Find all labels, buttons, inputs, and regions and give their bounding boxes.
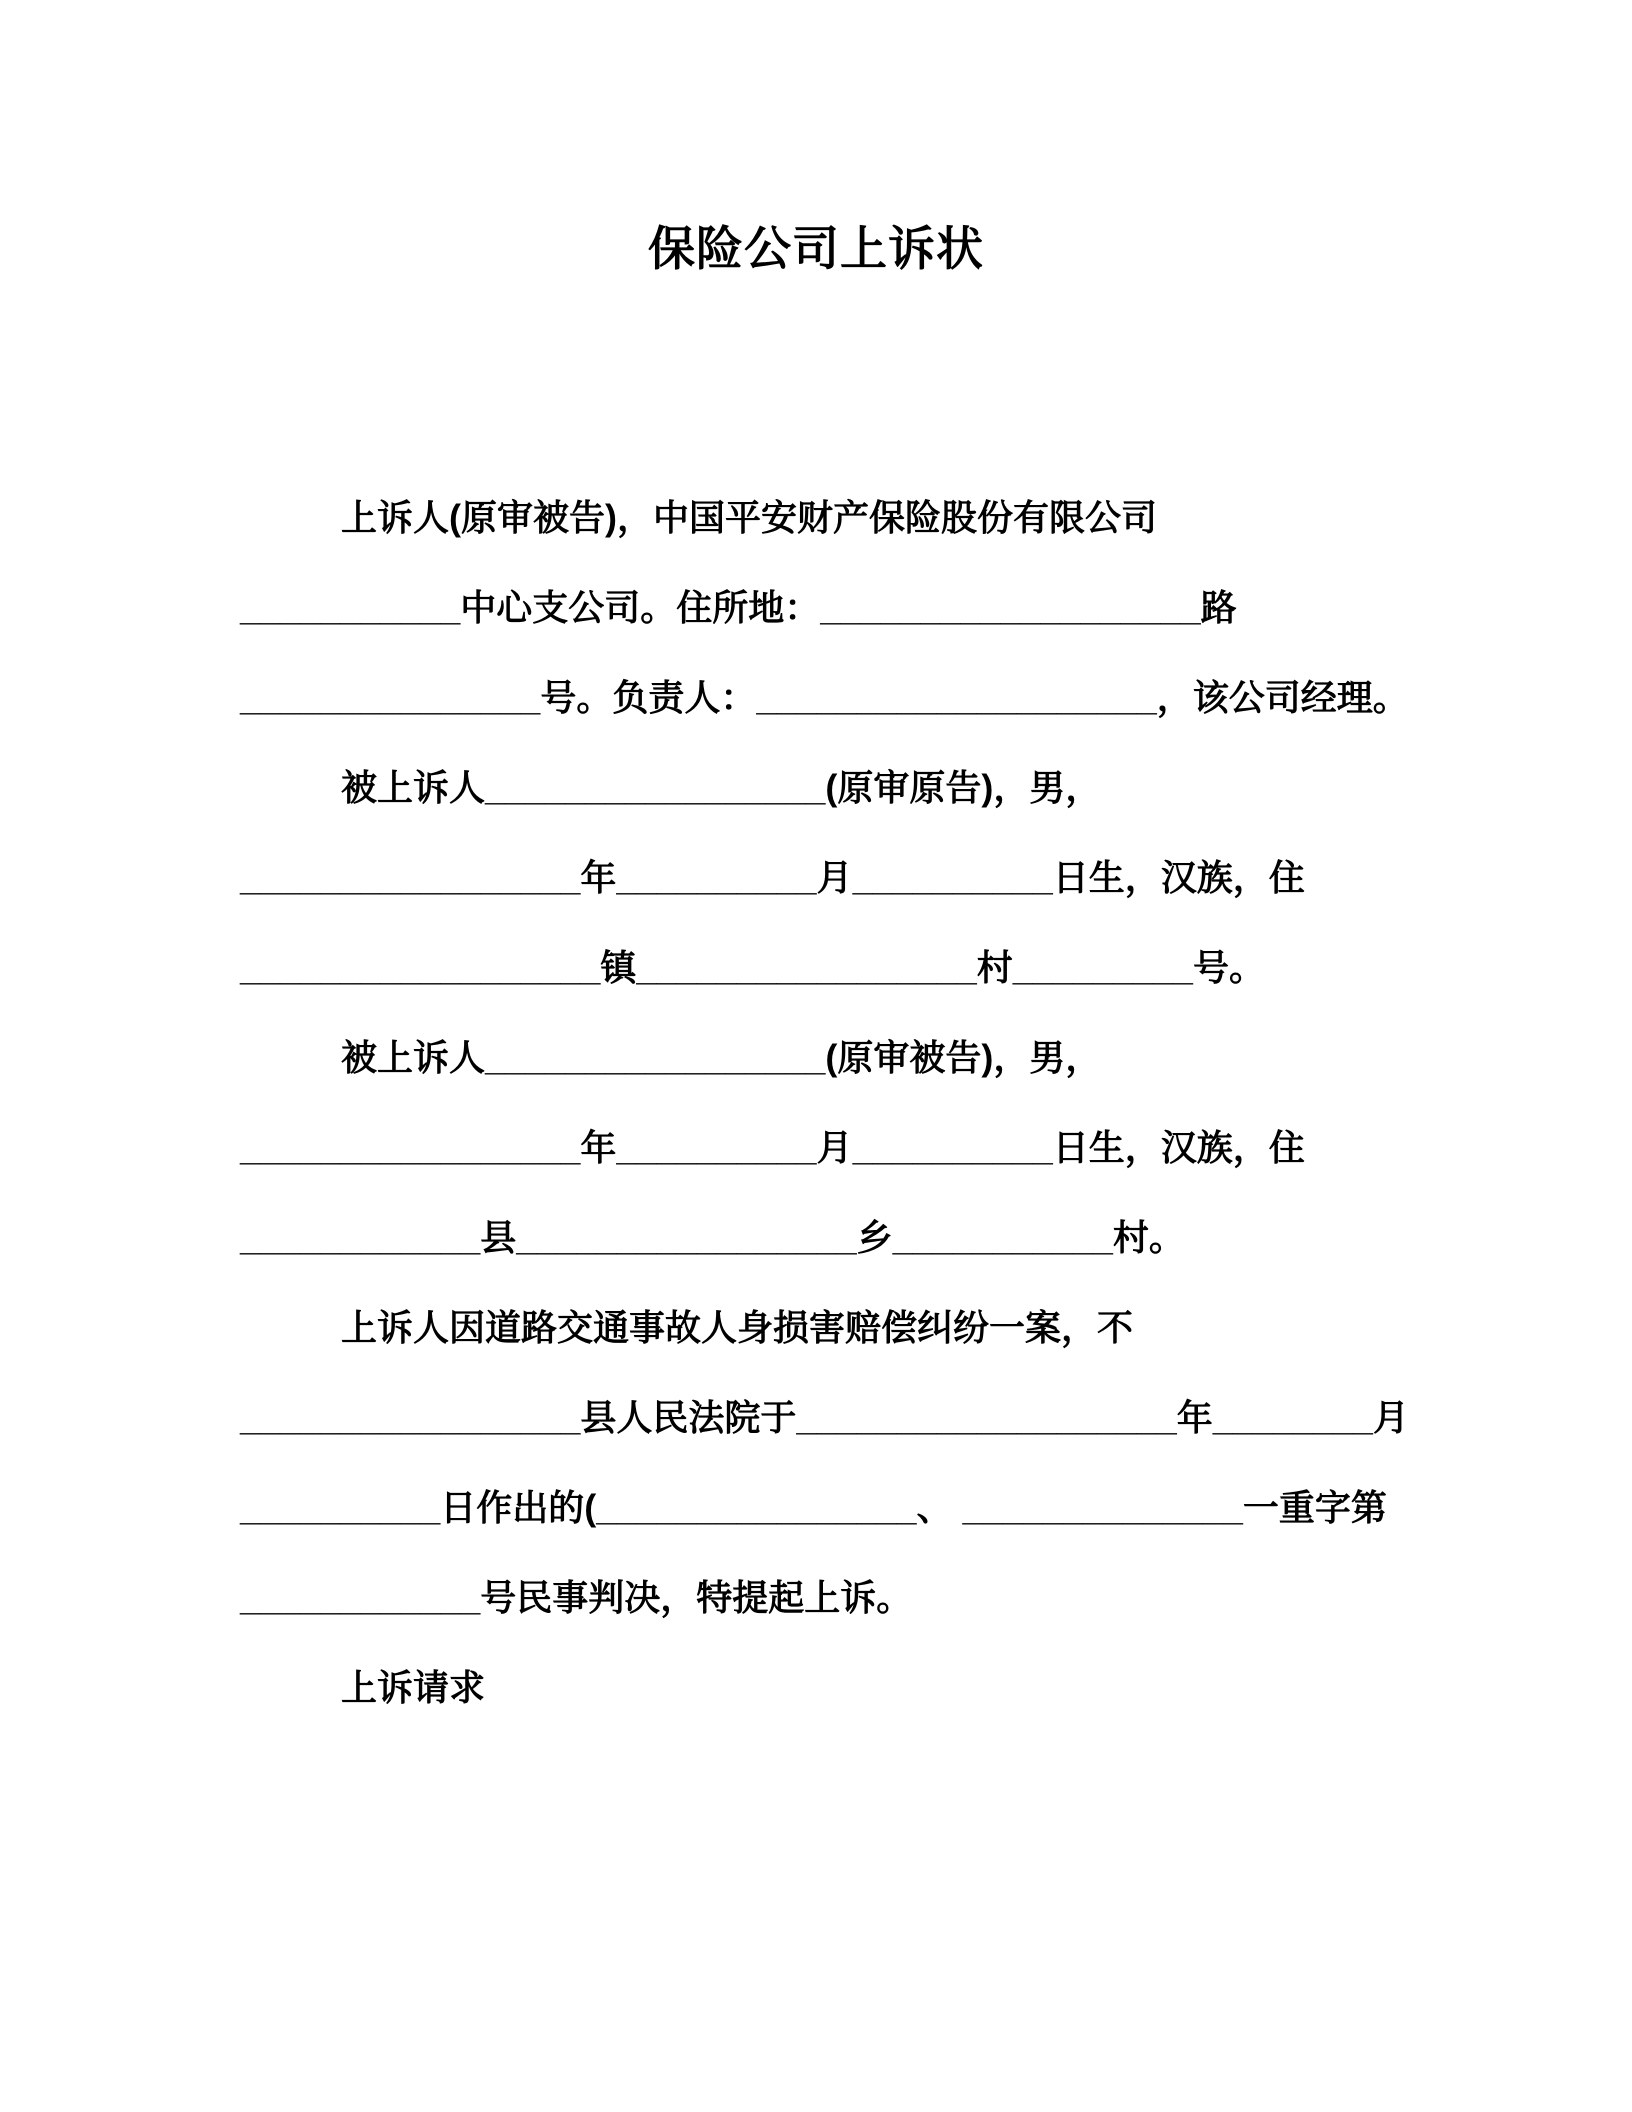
document-line-manager: _______________号。负责人：____________________，该公司经理。 <box>240 677 1409 718</box>
document-line-appellant: 上诉人(原审被告)，中国平安财产保险股份有限公司 <box>341 497 1157 538</box>
document-line-appellee1-home: __________________镇_________________村_________号。 <box>240 947 1265 988</box>
document-line-appellee1-birth: _________________年__________月__________日生，汉族，住 <box>240 857 1305 898</box>
document-body <box>240 0 1409 1733</box>
document-title: 保险公司上诉状 <box>648 222 984 275</box>
document-line-branch-address: ___________中心支公司。住所地：___________________路 <box>240 587 1237 628</box>
document-line-appellee2: 被上诉人_________________(原审被告)，男， <box>341 1037 1102 1078</box>
document-line-judgment-number: __________日作出的(________________、 ______________一重字第 <box>240 1487 1387 1528</box>
document-line-appeal-request: 上诉请求 <box>341 1667 486 1708</box>
document-line-court-date: _________________县人民法院于___________________年________月 <box>240 1397 1409 1438</box>
document-line-appellee2-birth: _________________年__________月__________日生，汉族，住 <box>240 1127 1305 1168</box>
document-line-appellee2-home: ____________县_________________乡___________村。 <box>240 1217 1185 1258</box>
document-line-case-intro: 上诉人因道路交通事故人身损害赔偿纠纷一案，不 <box>341 1307 1134 1348</box>
document-line-appellee1: 被上诉人_________________(原审原告)，男， <box>341 767 1102 808</box>
document-line-judgment-appeal: ____________号民事判决，特提起上诉。 <box>240 1577 913 1618</box>
